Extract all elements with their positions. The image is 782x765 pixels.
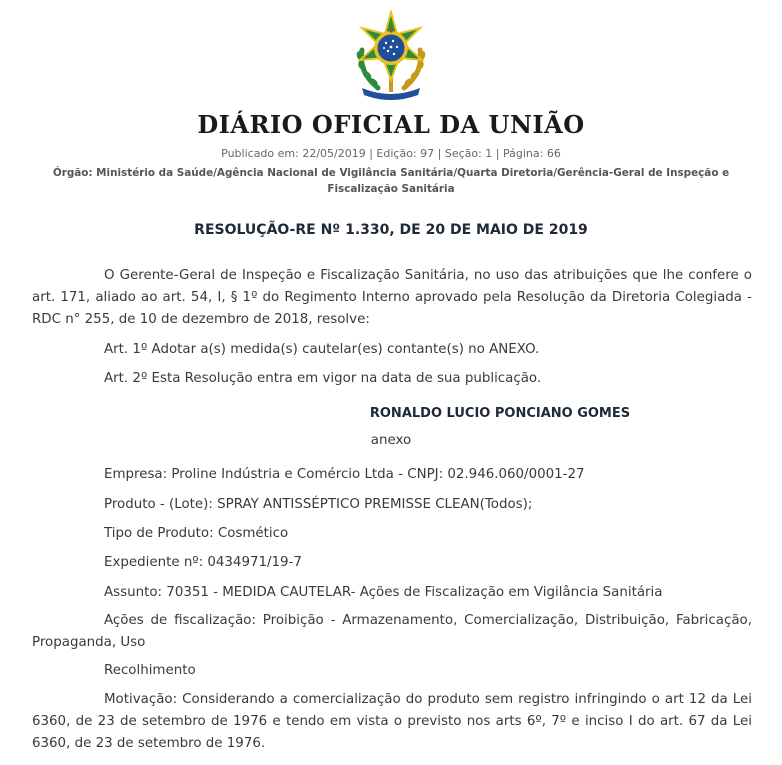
brazil-coat-of-arms-icon bbox=[348, 10, 434, 100]
annex-label bbox=[0, 433, 782, 448]
recall-line: Recolhimento bbox=[104, 663, 196, 678]
issuing-organ: Órgão: Ministério da Saúde/Agência Nacional de Vigilância Sanitária/Quarta Diretoria/Gerência-Geral de Inspeção e Fiscalização Sanitária bbox=[52, 167, 730, 195]
signer-name-text: RONALDO LUCIO PONCIANO GOMES bbox=[369, 406, 631, 421]
subject-line: Assunto: 70351 - MEDIDA CAUTELAR- Ações de Fiscalização em Vigilância Sanitária bbox=[104, 585, 663, 600]
article-2: Art. 2º Esta Resolução entra em vigor na data de sua publicação. bbox=[104, 371, 542, 386]
inspection-actions-paragraph: Ações de fiscalização: Proibição - Armazenamento, Comercialização, Distribuição, Fabricação, Propaganda, Uso bbox=[32, 613, 752, 650]
annex-label-text: anexo bbox=[370, 433, 412, 448]
publication-info: Publicado em: 22/05/2019 | Edição: 97 | Seção: 1 | Página: 66 bbox=[221, 147, 561, 160]
product-type-line: Tipo de Produto: Cosmético bbox=[104, 526, 289, 541]
dossier-number-line: Expediente nº: 0434971/19-7 bbox=[104, 555, 302, 570]
resolution-title: RESOLUÇÃO-RE Nº 1.330, DE 20 DE MAIO DE 2019 bbox=[194, 222, 588, 238]
motivation-paragraph: Motivação: Considerando a comercialização do produto sem registro infringindo o art 12 da Lei 6360, de 23 de setembro de 1976 e tendo em vista o previsto nos arts 6º, 7º e inciso I do art. 67 da Lei 6360, de 23 de setembro de 1976. bbox=[32, 692, 752, 751]
product-line: Produto - (Lote): SPRAY ANTISSÉPTICO PREMISSE CLEAN(Todos); bbox=[104, 497, 533, 512]
publication-title: DIÁRIO OFICIAL DA UNIÃO bbox=[197, 110, 585, 139]
company-line: Empresa: Proline Indústria e Comércio Ltda - CNPJ: 02.946.060/0001-27 bbox=[104, 467, 585, 482]
signer-name bbox=[0, 406, 782, 421]
preamble-paragraph: O Gerente-Geral de Inspeção e Fiscalização Sanitária, no uso das atribuições que lhe confere o art. 171, aliado ao art. 54, I, § 1º do Regimento Interno aprovado pela Resolução da Diretoria Colegiada - RDC n° 255, de 10 de dezembro de 2018, resolve: bbox=[32, 268, 752, 327]
article-1: Art. 1º Adotar a(s) medida(s) cautelar(es) contante(s) no ANEXO. bbox=[104, 342, 540, 357]
